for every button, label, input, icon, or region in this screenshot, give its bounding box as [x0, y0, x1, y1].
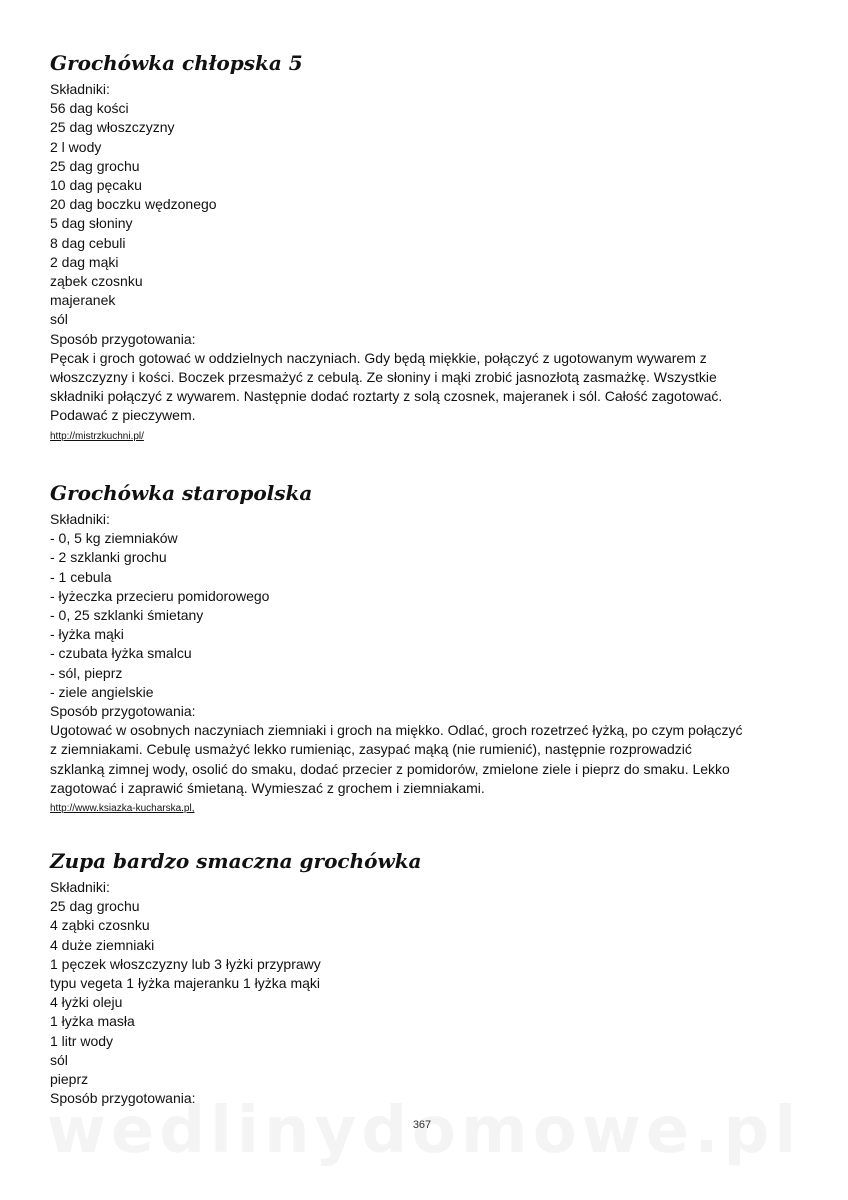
ingredient-item: 1 łyżka masła	[50, 1013, 135, 1030]
ingredient-item: 25 dag grochu	[50, 157, 140, 174]
recipe-title: Grochówka chłopska 5	[50, 51, 303, 75]
page-number: 367	[412, 1119, 432, 1131]
ingredient-item: - sól, pieprz	[50, 664, 123, 681]
method-label: Sposób przygotowania:	[50, 330, 196, 347]
ingredient-item: - łyżka mąki	[50, 626, 124, 643]
ingredient-item: 25 dag włoszczyzny	[50, 119, 175, 136]
method-label: Sposób przygotowania:	[50, 1090, 196, 1107]
source-link[interactable]: http://www.ksiazka-kucharska.pl,	[50, 803, 195, 815]
recipe-1	[50, 50, 800, 444]
ingredient-item: 2 l wody	[50, 138, 102, 155]
ingredient-item: sól	[50, 311, 68, 328]
ingredient-item: 1 litr wody	[50, 1032, 114, 1049]
ingredient-item: - 2 szklanki grochu	[50, 549, 167, 566]
ingredient-item: 4 łyżki oleju	[50, 994, 123, 1011]
ingredient-item: - ziele angielskie	[50, 683, 154, 700]
ingredient-item: pieprz	[50, 1071, 89, 1088]
ingredient-list	[50, 99, 800, 329]
source-link[interactable]: http://mistrzkuchni.pl/	[50, 430, 144, 442]
method-text: Ugotować w osobnych naczyniach ziemniaki i groch na miękko. Odlać, groch rozetrzeć łyżką, po czym połączyć z ziemniakami. Cebulę usmażyć lekko rumieniąc, zasypać mąką (nie rumienić), następnie rozprowadzić szklanką zimnej wody, osolić do smaku, dodać przecier z pomidorów, zmielone ziele i pieprz do smaku. Lekko zagotować i zaprawić śmietaną. Wymieszać z grochem i ziemniakami.	[50, 722, 743, 796]
ingredient-item: sól	[50, 1051, 68, 1068]
ingredient-item: 25 dag grochu	[50, 898, 140, 915]
ingredients-label: Składniki:	[50, 511, 110, 527]
ingredient-item: 8 dag cebuli	[50, 234, 126, 251]
watermark	[0, 1094, 848, 1168]
ingredient-item: 2 dag mąki	[50, 253, 119, 270]
ingredient-item: 10 dag pęcaku	[50, 177, 142, 194]
recipe-2	[50, 480, 800, 816]
recipe-3	[50, 848, 800, 1108]
ingredient-item: 4 duże ziemniaki	[50, 936, 155, 953]
method-text: Pęcak i groch gotować w oddzielnych naczyniach. Gdy będą miękkie, połączyć z ugotowanym wywarem z włoszczyzny i kości. Boczek przesmażyć z cebulą. Ze słoniny i mąki zrobić jasnozłotą zasmażkę. Wszystkie składniki połączyć z wywarem. Następnie dodać roztarty z solą czosnek, majeranek i sól. Całość zagotować. Podawać z pieczywem.	[50, 349, 723, 424]
ingredients-label: Składniki:	[50, 81, 110, 97]
ingredient-item: 1 pęczek włoszczyzny lub 3 łyżki przyprawy	[50, 955, 321, 972]
ingredient-list	[50, 529, 800, 702]
ingredients-label: Składniki:	[50, 879, 110, 895]
ingredient-item: 4 ząbki czosnku	[50, 917, 150, 934]
ingredient-item: - czubata łyżka smalcu	[50, 645, 192, 662]
ingredient-item: majeranek	[50, 292, 116, 309]
ingredient-item: 5 dag słoniny	[50, 215, 133, 232]
ingredient-item: 56 dag kości	[50, 100, 129, 117]
ingredient-item: - 1 cebula	[50, 568, 112, 585]
ingredient-item: 20 dag boczku wędzonego	[50, 196, 217, 213]
ingredient-item: - łyżeczka przecieru pomidorowego	[50, 587, 270, 604]
ingredient-item: - 0, 25 szklanki śmietany	[50, 607, 204, 624]
recipe-title: Zupa bardzo smaczna grochówka	[50, 849, 422, 873]
ingredient-item: - 0, 5 kg ziemniaków	[50, 530, 178, 547]
ingredient-item: ząbek czosnku	[50, 273, 143, 290]
method-label: Sposób przygotowania:	[50, 703, 196, 720]
ingredient-list	[50, 897, 800, 1089]
ingredient-item: typu vegeta 1 łyżka majeranku 1 łyżka mąki	[50, 975, 321, 992]
recipe-title: Grochówka staropolska	[50, 481, 313, 505]
